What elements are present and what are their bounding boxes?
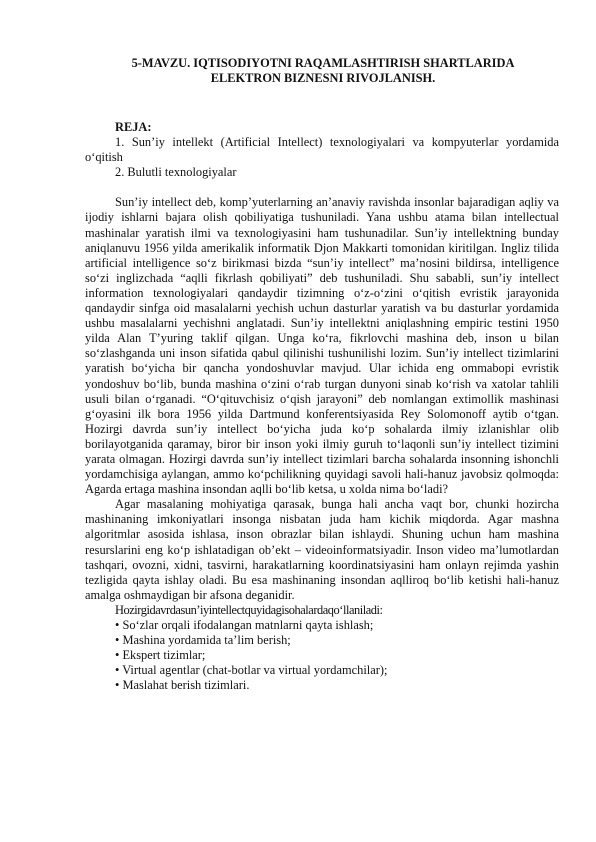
list-item-text: Virtual agentlar (chat-botlar va virtual yordamchilar); xyxy=(122,663,388,678)
bullet-icon: • xyxy=(115,678,120,693)
list-item-text: Mashina yordamida ta’lim berish; xyxy=(122,633,291,648)
list-item xyxy=(85,633,559,648)
title-line-1: 5-MAVZU. IQTISODIYOTNI RAQAMLASHTIRISH SHARTLARIDA xyxy=(131,56,515,70)
bullet-icon: • xyxy=(115,618,120,632)
plan-heading: REJA: xyxy=(115,120,152,134)
list-item-text: Maslahat berish tizimlari. xyxy=(122,678,250,693)
list-intro: Hozirgidavrdasun’iyintellectquyidagisohalardaqo‘llaniladi: xyxy=(115,602,383,617)
paragraph-1: Sun’iy intellect deb, komp’yuterlarning an’anaviy ravishda insonlar bajaradigan aqliy va ijodiy ishlarni bajara olish qobiliyatiga tushuniladi. Yana ushbu atama bilan intellectual mashinalar yaratish ilmi va texnologiyasini ham tushunadilar. Sun’iy intellektning bunday aniqlanuvu 1956 yilda amerikalik informatik Djon Makkarti tomonidan kiritilgan. Ingliz tilida artificial intelligence so‘z birikmasi bizda “sun’iy intellect” ma’nosini bildirsa, intelligence so‘zi inglizchada “aqlli fikrlash qobiliyati” deb tushuniladi. Shu sababli, sun’iy intellect information texnologiyalari qandaydir tizimning o‘z-o‘zini o‘qitish evristik jarayonida qandaydir sinfga oid masalalarni yechish uchun dasturlar yaratish va bu dasturlar yordamida ushbu masalalarni yechishni anglatadi. Sun’iy intellektni aniqlashning empiric testini 1950 yilda Alan T’yuring taklif qilgan. Unga ko‘ra, fikrlovchi mashina deb, inson u bilan so‘zlashganda uni inson sifatida qabul qilinishi tushunilishi lozim. Sun’iy intellect tizimlarini yaratish bo‘yicha bir qancha yondoshuvlar mavjud. Ular ichida eng ommabopi evristik yondoshuv bo‘lib, bunda mashina o‘zini o‘rab turgan dunyoni sinab ko‘rish va xatolar tahlili usuli bilan o‘rganadi. “O‘qituvchisiz o‘qish jarayoni” deb nomlangan extimollik mashinasi g‘oyasini ilk bora 1956 yilda Dartmund konferentsiyasida Rey Solomonoff aytib o‘tgan. Hozirgi davrda sun’iy intellect bo‘yicha juda ko‘p sohalarda ilmiy izlanishlar olib borilayotganida qaramay, biror bir inson yoki ilmiy guruh to‘laqonli sun’iy intellect tizimini yarata olmagan. Hozirgi davrda sun’iy intellect tizimlari barcha sohalarda insonning ishonchli yordamchisiga aylangan, ammo ko‘pchilikning quyidagi savoli hali-hanuz javobsiz qolmoqda: Agarda ertaga mashina insondan aqlli bo‘lib ketsa, u xolda nima bo‘ladi? xyxy=(85,195,559,497)
bullet-icon: • xyxy=(115,633,120,648)
list-item xyxy=(85,648,559,663)
list-item xyxy=(85,663,559,678)
plan-item-2: 2. Bulutli texnologiyalar xyxy=(115,165,237,180)
list-item-text: Ekspert tizimlar; xyxy=(122,648,206,663)
document-body xyxy=(85,120,559,693)
title-line-2: ELEKTRON BIZNESNI RIVOJLANISH. xyxy=(210,71,436,85)
list-item xyxy=(85,678,559,693)
list-item-text: So‘zlar orqali ifodalangan matnlarni qayta ishlash; xyxy=(122,618,374,632)
plan-item-1: 1. Sun’iy intellekt (Artificial Intellect) texnologiyalari va kompyuterlar yordamida o‘qitish xyxy=(85,135,559,165)
bullet-icon: • xyxy=(115,663,120,678)
list-item xyxy=(85,618,559,633)
paragraph-2: Agar masalaning mohiyatiga qarasak, bunga hali ancha vaqt bor, chunki hozircha mashinaning imkoniyatlari insonga nisbatan juda ham kichik miqdorda. Agar mashna algoritmlar asosida ishlasa, inson obrazlar bilan ishlaydi. Shuning uchun ham mashina resurslarini eng ko‘p ishlatadigan ob’ekt – videoinformatsiyadir. Inson video ma’lumotlardan tashqari, ovozni, xidni, tasvirni, harakatlarning koordinatsiyasini ham onlayn rejimda yashin tezligida qayta ishlay oladi. Bu esa mashinaning insondan aqlliroq bo‘lib ketishi hali-hanuz amalga oshmaydigan bir afsona deganidir. xyxy=(85,497,559,602)
spacer xyxy=(85,180,559,195)
document-title xyxy=(88,56,558,86)
bullet-icon: • xyxy=(115,648,120,663)
